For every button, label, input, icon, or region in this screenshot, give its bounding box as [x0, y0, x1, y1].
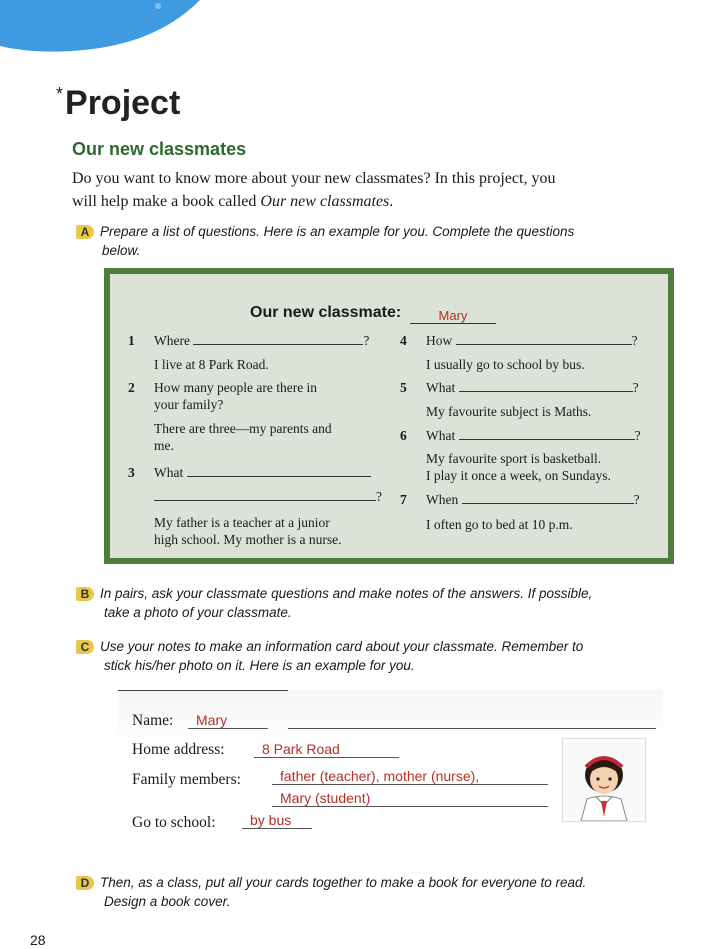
task-d: D Then, as a class, put all your cards together to make a book for everyone to read. Design a book cover. [76, 873, 686, 911]
task-a: A Prepare a list of questions. Here is an example for you. Complete the questions below. [76, 222, 676, 260]
family-label: Family members: [132, 771, 241, 788]
decorative-blob [0, 0, 240, 60]
intro-line: will help make a book called Our new classmates. [72, 193, 394, 210]
answer-3: My father is a teacher at a junior high school. My mother is a nurse. [154, 515, 342, 547]
page-title [56, 84, 180, 123]
questions-box-title: Our new classmate: [250, 304, 402, 321]
name-label: Name: [132, 712, 174, 729]
page-number: 28 [30, 932, 46, 948]
question-5: 5 What ? [400, 380, 639, 395]
answer-2: There are three—my parents and me. [154, 421, 332, 453]
address-label: Home address: [132, 741, 225, 758]
question-3: 3 What [154, 464, 371, 481]
task-a-badge: A [76, 225, 94, 239]
question-2: 2 How many people are there in your family? [128, 380, 318, 412]
book-title: Our new classmates [260, 193, 390, 210]
section-subtitle: Our new classmates [72, 139, 247, 159]
task-c: C Use your notes to make an information card about your classmate. Remember to stick his/her photo on it. Here is an example for you. [76, 637, 676, 675]
family-value-line2: Mary (student) [272, 790, 548, 807]
question-6: 6 What ? [400, 428, 641, 443]
question-4: 4 How ? [400, 333, 638, 348]
task-d-badge: D [76, 876, 94, 890]
title-star: * [56, 84, 64, 104]
task-c-badge: C [76, 640, 94, 654]
question-7: 7 When ? [400, 492, 640, 507]
question-1: 1 Where ? [128, 333, 370, 348]
answer-1: I live at 8 Park Road. [154, 357, 269, 372]
info-card-top-border [118, 690, 288, 691]
school-value: by bus [242, 812, 312, 829]
answer-blank[interactable] [154, 488, 376, 501]
answer-4: I usually go to school by bus. [426, 357, 585, 372]
address-value: 8 Park Road [254, 741, 399, 758]
answer-7: I often go to bed at 10 p.m. [426, 517, 573, 532]
answer-blank[interactable] [193, 332, 363, 345]
answer-blank[interactable] [459, 427, 635, 440]
task-b: B In pairs, ask your classmate questions and make notes of the answers. If possible, take a photo of your classmate. [76, 584, 676, 622]
task-b-badge: B [76, 587, 94, 601]
question-3-continued: ? [154, 488, 382, 505]
intro-paragraph [72, 167, 682, 213]
answer-blank[interactable] [459, 379, 633, 392]
answer-blank[interactable] [456, 332, 632, 345]
name-value: Mary [188, 712, 268, 729]
extra-line [288, 728, 656, 729]
answer-5: My favourite subject is Maths. [426, 404, 592, 419]
family-value-line1: father (teacher), mother (nurse), [272, 768, 548, 785]
classmate-name: Mary [410, 308, 496, 324]
school-label: Go to school: [132, 814, 216, 831]
answer-blank[interactable] [187, 464, 371, 477]
title-text: Project [65, 84, 181, 122]
intro-line: Do you want to know more about your new classmates? In this project, you [72, 170, 556, 187]
answer-6: My favourite sport is basketball. I play it once a week, on Sundays. [426, 451, 611, 483]
answer-blank[interactable] [462, 491, 634, 504]
classmate-photo [562, 738, 646, 822]
questions-box [104, 268, 674, 564]
